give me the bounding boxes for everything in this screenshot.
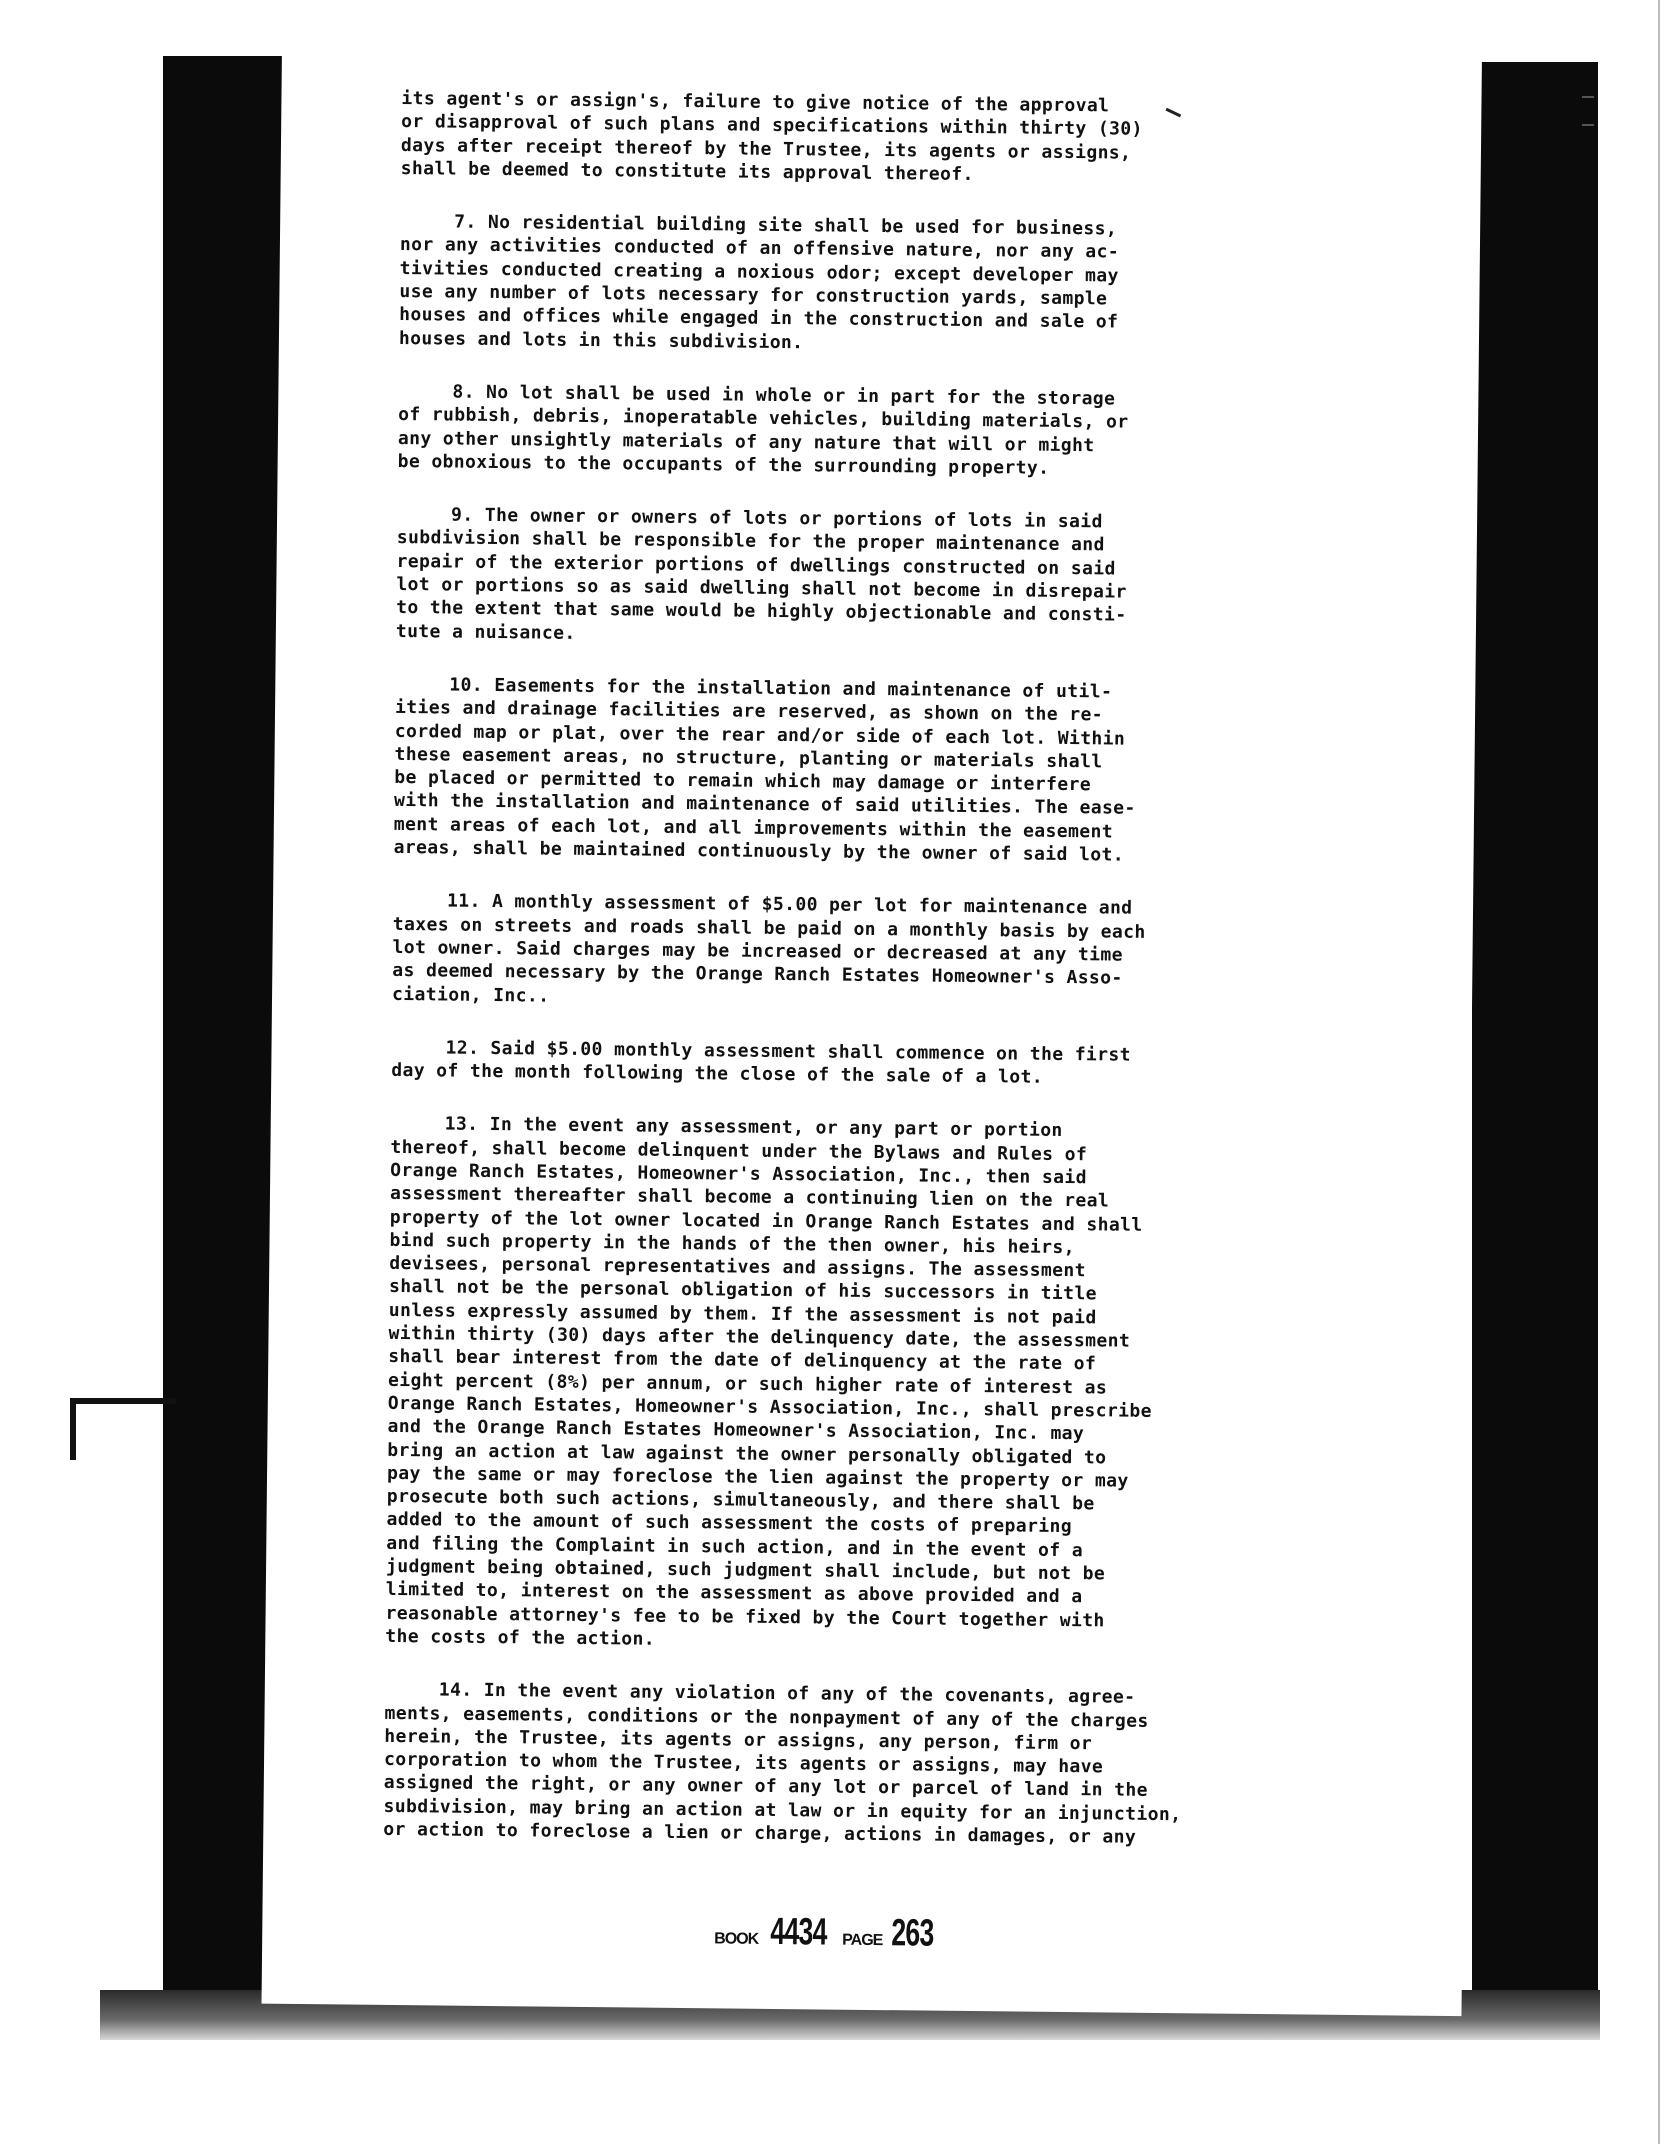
text-line: bring an action at law against the owner personally obligated to [387,1439,1107,1468]
text-line: areas, shall be maintained continuously by the owner of said lot. [393,836,1125,866]
text-line: and filing the Complaint in such action, and in the event of a [386,1532,1084,1561]
text-line: corded map or plat, over the rear and/or side of each lot. Within [394,720,1126,750]
text-line: ities and drainage facilities are reserved, as shown on the re- [394,697,1104,726]
text-line: lot or portions so as said dwelling shall not become in disrepair [396,573,1127,603]
text-line: tute a nuisance. [395,620,576,644]
text-line: herein, the Trustee, its agents or assigns, any person, firm or [384,1725,1093,1755]
text-line: 13. In the event any assessment, or any part or portion [444,1113,1063,1142]
text-line: taxes on streets and roads shall be paid on a monthly basis by each [392,913,1146,943]
text-line: ciation, Inc.. [391,983,550,1007]
paragraph-p7 [399,210,1300,359]
text-line: these easement areas, no structure, planting or materials shall [394,743,1103,773]
text-line: prosecute both such actions, simultaneously, and there shall be [386,1486,1095,1515]
text-line: repair of the exterior portions of dwellings constructed on said [396,550,1116,580]
scan-shadow-right [1472,62,1598,2022]
edge-mark [1582,124,1594,126]
text-line: eight percent (8%) per annum, or such higher rate of interest as [387,1369,1108,1399]
text-line: or action to foreclose a lien or charge, actions in damages, or any [383,1818,1137,1848]
text-line: 7. No residential building site shall be used for business, [454,211,1118,240]
text-line: any other unsightly materials of any nature that will or might [397,427,1095,456]
text-line: devisees, personal representatives and assigns. The assessment [389,1253,1087,1282]
edge-mark [1582,96,1594,98]
text-line: be placed or permitted to remain which may damage or interfere [394,767,1092,796]
page-number: 263 [891,1912,934,1955]
text-line: limited to, interest on the assessment as above provided and a [385,1579,1083,1608]
paragraph-p13 [385,1112,1291,1657]
text-line: subdivision, may bring an action at law or in equity for an injunction, [383,1795,1182,1825]
text-line: corporation to whom the Trustee, its agents or assigns, may have [383,1748,1104,1778]
text-line: be obnoxious to the occupants of the surrounding property. [397,450,1050,479]
text-line: 11. A monthly assessment of $5.00 per lot for maintenance and [446,890,1133,919]
text-line: 14. In the event any violation of any of the covenants, agree- [438,1679,1136,1708]
text-line: the costs of the action. [385,1625,656,1650]
text-line: of rubbish, debris, inoperatable vehicles, building materials, or [398,404,1129,433]
paragraph-p8 [398,380,1299,483]
book-number: 4434 [770,1910,827,1954]
text-line: or disapproval of such plans and specifications within thirty (30) [401,111,1143,141]
text-line: houses and offices while engaged in the construction and sale of [399,304,1119,333]
text-line: 9. The owner or owners of lots or portions of lots in said [450,504,1103,533]
text-line: Orange Ranch Estates, Homeowner's Association, Inc., then said [390,1159,1088,1189]
text-line: and the Orange Ranch Estates Homeowner's Association, Inc. may [387,1416,1085,1445]
text-line: use any number of lots necessary for construction yards, sample [399,281,1108,310]
text-line: Orange Ranch Estates, Homeowner's Association, Inc., shall prescribe [387,1392,1152,1422]
paragraph-p11 [392,889,1293,1015]
text-line: as deemed necessary by the Orange Ranch Estates Homeowner's Asso- [392,960,1123,989]
text-line: property of the lot owner located in Orange Ranch Estates and shall [389,1206,1143,1236]
page-label: PAGE [842,1931,883,1950]
paragraph-p14 [383,1678,1285,1850]
text-line: its agent's or assign's, failure to give notice of the approval [401,87,1110,117]
book-label: BOOK [714,1930,759,1948]
text-line: 8. No lot shall be used in whole or in part for the storage [452,381,1116,410]
text-line: judgment being obtained, such judgment shall include, but not be [385,1555,1106,1585]
text-line: tivities conducted creating a noxious odor; except developer may [399,257,1119,287]
text-line: ments, easements, conditions or the nonpayment of any of the charges [384,1702,1149,1732]
text-line: bind such property in the hands of the then owner, his heirs, [389,1229,1076,1258]
text-line: shall not be the personal obligation of his successors in title [388,1276,1098,1305]
text-line: shall bear interest from the date of delinquency at the rate of [388,1346,1097,1375]
text-line: days after receipt thereof by the Trustee, its agents or assigns, [400,134,1132,164]
text-line: assessment thereafter shall become a continuing lien on the real [389,1183,1110,1212]
document-body [383,87,1301,1851]
paragraph-p10 [393,673,1295,869]
text-line: reasonable attorney's fee to be fixed by the Court together with [385,1602,1105,1632]
text-line: assigned the right, or any owner of any lot or parcel of land in the [383,1772,1149,1802]
text-line: subdivision shall be responsible for the proper maintenance and [396,527,1105,556]
text-line: within thirty (30) days after the delinquency date, the assessment [388,1322,1131,1352]
text-line: pay the same or may foreclose the lien against the property or may [386,1462,1129,1492]
text-line: shall be deemed to constitute its approval thereof. [400,157,974,185]
text-line: to the extent that same would be highly objectionable and consti- [396,597,1127,626]
paragraph-p12 [391,1036,1291,1092]
paragraph-p9 [396,503,1297,652]
text-line: nor any activities conducted of an offensive nature, nor any ac- [399,234,1120,263]
scan-edge-line [1658,0,1660,2144]
text-line: ment areas of each lot, and all improvements within the easement [393,813,1114,843]
text-line: added to the amount of such assessment the costs of preparing [386,1509,1073,1538]
text-line: with the installation and maintenance of said utilities. The ease- [394,790,1136,820]
text-line: 12. Said $5.00 monthly assessment shall commence on the first [445,1037,1132,1066]
document-page [262,44,1482,2016]
text-line: lot owner. Said charges may be increased or decreased at any time [392,936,1124,966]
paragraph-p6 [401,87,1302,190]
text-line: unless expressly assumed by them. If the assessment is not paid [388,1299,1097,1329]
text-line: day of the month following the close of the sale of a lot. [391,1060,1044,1088]
text-line: thereof, shall become delinquent under the Bylaws and Rules of [390,1136,1088,1165]
text-line: houses and lots in this subdivision. [398,327,804,353]
text-line: 10. Easements for the installation and maintenance of util- [449,674,1113,703]
binder-mark [70,1398,176,1460]
recording-stamp [714,1910,943,1955]
